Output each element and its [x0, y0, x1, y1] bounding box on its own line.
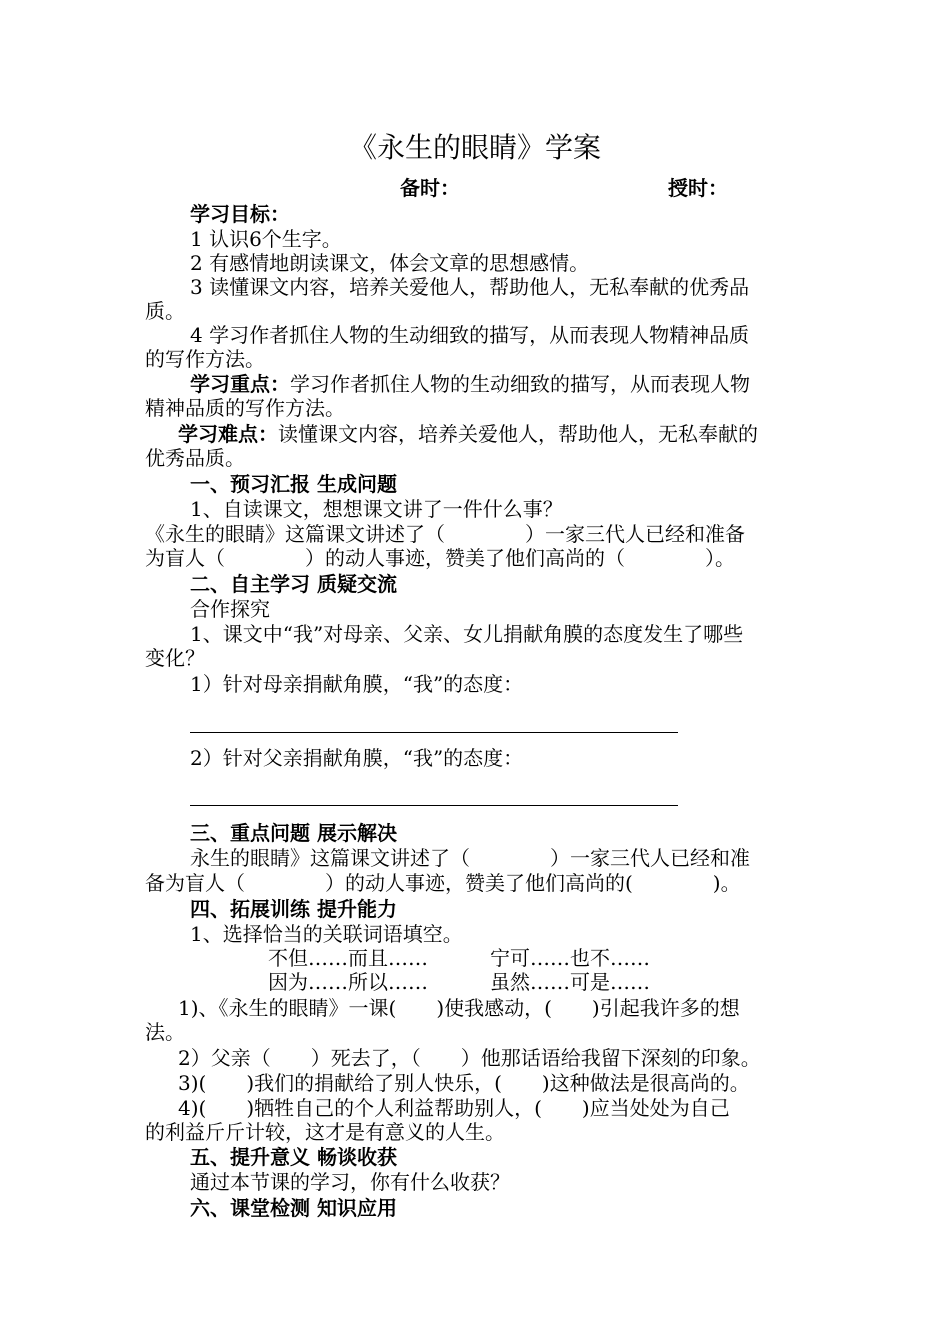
exercise-line: 法。: [145, 1020, 185, 1044]
focus-text: 学习作者抓住人物的生动细致的描写，从而表现人物: [290, 372, 750, 396]
fill-blank-line: 为盲人（ ）的动人事迹，赞美了他们高尚的（ ）。: [145, 546, 735, 570]
goal-line: 的写作方法。: [145, 347, 265, 371]
question-line: 通过本节课的学习，你有什么收获？: [190, 1170, 510, 1194]
teach-time-label: 授时：: [668, 176, 728, 200]
fill-blank-line: 永生的眼睛》这篇课文讲述了（ ）一家三代人已经和准: [190, 846, 750, 870]
subheading: 合作探究: [190, 597, 270, 621]
question-line: 1）针对母亲捐献角膜，“我”的态度：: [190, 672, 524, 696]
goal-line: 4 学习作者抓住人物的生动细致的描写，从而表现人物精神品质: [190, 323, 750, 347]
focus-heading: 学习重点：: [190, 372, 290, 396]
conjunction-option: 因为……所以……: [268, 970, 428, 994]
difficulty-text: 优秀品质。: [145, 446, 245, 470]
goal-line: 2 有感情地朗读课文，体会文章的思想感情。: [190, 251, 590, 275]
section-4-heading: 四、拓展训练 提升能力: [190, 897, 397, 921]
conjunction-option: 虽然……可是……: [490, 970, 650, 994]
exercise-line: 4)( )牺牲自己的个人利益帮助别人，( )应当处处为自己: [178, 1096, 730, 1120]
conjunction-option: 不但……而且……: [268, 946, 428, 970]
focus-paragraph: [190, 372, 750, 396]
question-line: 2）针对父亲捐献角膜，“我”的态度：: [190, 746, 524, 770]
question-line: 1、自读课文，想想课文讲了一件什么事？: [190, 497, 563, 521]
section-5-heading: 五、提升意义 畅谈收获: [190, 1145, 397, 1169]
section-1-heading: 一、预习汇报 生成问题: [190, 472, 397, 496]
difficulty-paragraph: [178, 422, 758, 446]
exercise-line: 的利益斤斤计较，这才是有意义的人生。: [145, 1120, 505, 1144]
fill-blank-line: 备为盲人（ ）的动人事迹，赞美了他们高尚的( )。: [145, 871, 741, 895]
answer-line: [190, 805, 678, 806]
difficulty-text: 读懂课文内容，培养关爱他人，帮助他人，无私奉献的: [278, 422, 758, 446]
goal-line: 质。: [145, 299, 185, 323]
section-2-heading: 二、自主学习 质疑交流: [190, 572, 397, 596]
section-6-heading: 六、课堂检测 知识应用: [190, 1196, 397, 1220]
goal-line: 3 读懂课文内容，培养关爱他人，帮助他人，无私奉献的优秀品: [190, 275, 750, 299]
section-3-heading: 三、重点问题 展示解决: [190, 821, 397, 845]
page-title: 《永生的眼睛》学案: [348, 131, 601, 164]
focus-text: 精神品质的写作方法。: [145, 396, 345, 420]
question-line: 1、选择恰当的关联词语填空。: [190, 922, 463, 946]
answer-line: [190, 732, 678, 733]
difficulty-heading: 学习难点：: [178, 422, 278, 446]
question-line: 变化？: [145, 646, 205, 670]
exercise-line: 2）父亲（ ）死去了，（ ）他那话语给我留下深刻的印象。: [178, 1046, 761, 1070]
goal-line: 1 认识6个生字。: [190, 227, 342, 251]
exercise-line: 3)( )我们的捐献给了别人快乐，( )这种做法是很高尚的。: [178, 1071, 750, 1095]
goals-heading: 学习目标：: [190, 202, 290, 226]
fill-blank-line: 《永生的眼睛》这篇课文讲述了（ ）一家三代人已经和准备: [145, 522, 745, 546]
exercise-line: 1)、《永生的眼睛》一课( )使我感动，( )引起我许多的想: [178, 996, 740, 1020]
prep-time-label: 备时：: [400, 176, 460, 200]
question-line: 1、课文中“我”对母亲、父亲、女儿捐献角膜的态度发生了哪些: [190, 622, 744, 646]
conjunction-option: 宁可……也不……: [490, 946, 650, 970]
